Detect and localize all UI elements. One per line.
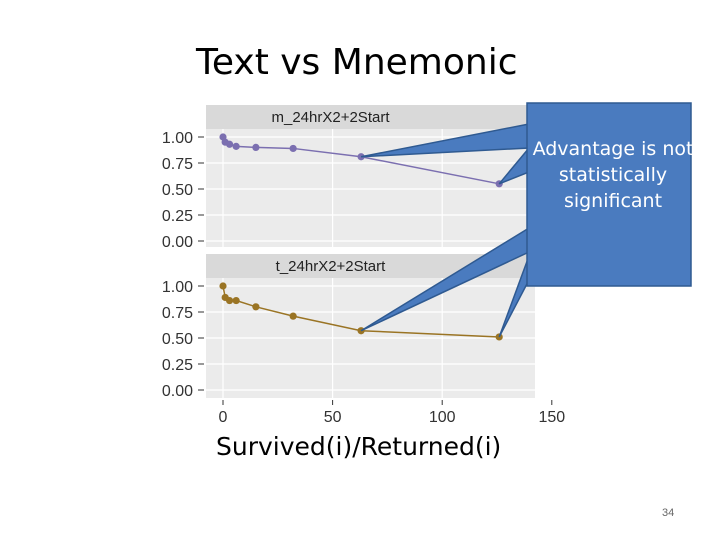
x-axis-caption: Survived(i)/Returned(i) [216, 432, 502, 461]
y-tick-label: 0.75 [161, 305, 193, 322]
data-point [290, 145, 297, 152]
data-point [219, 282, 226, 289]
y-tick-label: 1.00 [161, 130, 193, 147]
y-tick-label: 0.25 [161, 208, 193, 225]
callout-text: Advantage is not statistically significant [532, 138, 694, 212]
facet-strip-label: m_24hrX2+2Start [271, 109, 390, 126]
data-point [233, 297, 240, 304]
data-point [226, 141, 233, 148]
y-tick-label: 0.50 [161, 182, 193, 199]
page-number: 34 [662, 507, 675, 519]
x-tick-label: 150 [538, 409, 566, 426]
y-tick-label: 0.00 [161, 234, 193, 251]
y-tick-label: 0.50 [161, 331, 193, 348]
data-point [252, 144, 259, 151]
y-tick-label: 0.00 [161, 383, 193, 400]
data-point [233, 143, 240, 150]
y-tick-label: 1.00 [161, 279, 193, 296]
x-tick-label: 100 [428, 409, 456, 426]
y-tick-label: 0.25 [161, 357, 193, 374]
y-tick-label: 0.75 [161, 156, 193, 173]
x-tick-label: 0 [218, 409, 228, 426]
facet-strip-label: t_24hrX2+2Start [275, 258, 386, 275]
data-point [252, 303, 259, 310]
data-point [226, 297, 233, 304]
slide-title: Text vs Mnemonic [196, 42, 518, 83]
data-point [290, 313, 297, 320]
x-tick-label: 50 [323, 409, 342, 426]
